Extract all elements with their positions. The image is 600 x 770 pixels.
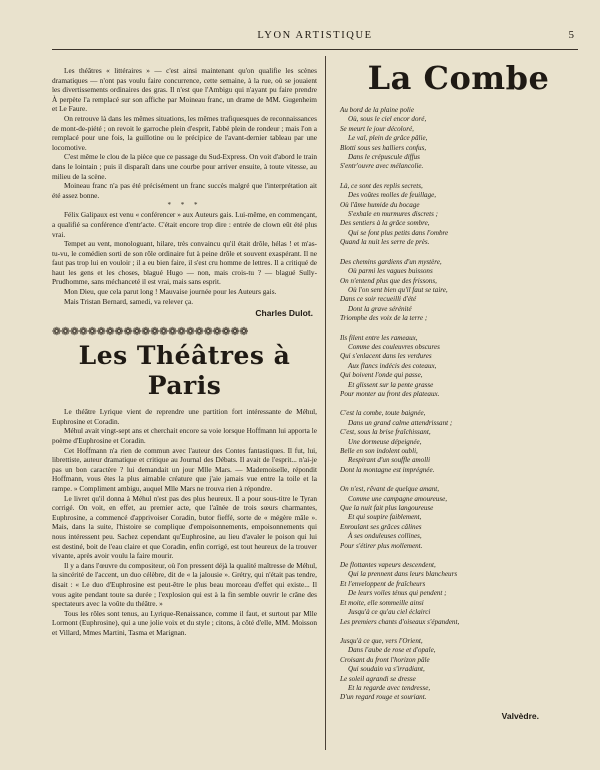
poem-line: Triomphe des voix de la terre ; bbox=[340, 314, 428, 323]
poem-line: De flottantes vapeurs descendent, bbox=[340, 561, 436, 570]
poem-stanza bbox=[336, 258, 581, 324]
poem-line: Dans l'aube de rose et d'opale, bbox=[348, 646, 436, 655]
poem-line: Dans un grand calme attendrissant ; bbox=[348, 418, 453, 427]
article-paragraph: On retrouve là dans les mêmes situations, les mêmes trafiquesques de reconnaissances de mont-de-piété ; on revoit le garroche plein d'esprit, l'abbé plein de rondeur ; mais l'on a remplacé pour une fois, la guillotine ou le précipice de l'avant-dernier tableau par une locomotive. bbox=[52, 113, 317, 152]
poem-stanza bbox=[336, 637, 581, 703]
poem-line: On n'entend plus que des frissons, bbox=[340, 276, 437, 285]
poem-line: Dont la grave sérénité bbox=[348, 304, 412, 313]
right-column bbox=[336, 58, 581, 721]
poem-line: S'entr'ouvre avec mélancolie. bbox=[340, 162, 424, 171]
poem-line: Se meurt le jour décoloré, bbox=[340, 124, 414, 133]
poem-line: Jusqu'à ce que, vers l'Orient, bbox=[340, 636, 423, 645]
poem-line: De leurs voiles ténus qui pendent ; bbox=[348, 589, 447, 598]
poem-line: Qui se font plus petits dans l'ombre bbox=[348, 228, 449, 237]
article-paragraph: Mon Dieu, que cela parut long ! Mauvaise journée pour les Auteurs gais. bbox=[64, 287, 277, 297]
poem-line: Des chemins gardiens d'un mystère, bbox=[340, 257, 442, 266]
poem-line: Et glissent sur la pente grasse bbox=[348, 380, 434, 389]
poem-line: Au bord de la plaine polie bbox=[340, 106, 415, 114]
poem-line: Qui soudain va s'irradiant, bbox=[348, 665, 425, 674]
poem-line: Qui la prennent dans leurs blancheurs bbox=[348, 570, 458, 579]
article-paragraph: C'est même le clou de la pièce que ce passage du Sud-Express. On voit d'abord le train dans le lointain ; puis il disparaît dans une courbe pour arriver ensuite, à toute vitesse, au milieu de la scène. bbox=[52, 152, 317, 181]
poem-line: Quand la nuit les serre de près. bbox=[340, 238, 430, 247]
poem-stanza bbox=[336, 106, 581, 172]
poem-line: Aux flancs indécis des coteaux, bbox=[348, 361, 437, 370]
article-theatres-a-paris bbox=[52, 341, 317, 637]
poem-line: Le val, plein de grâce pâlie, bbox=[348, 134, 428, 143]
poem-line: Où l'âme humide du bocage bbox=[340, 200, 420, 209]
poem-line: Et qui soupire faiblement, bbox=[348, 513, 422, 522]
poet-signature: Valvèdre. bbox=[501, 710, 539, 721]
poem-line: Comme des couleuvres obscures bbox=[348, 342, 440, 351]
poem-stanza bbox=[336, 409, 581, 475]
poem-line: Là, ce sont des replis secrets, bbox=[340, 181, 423, 190]
poem-line: Belle en son indolent oubli, bbox=[340, 447, 418, 455]
poem-line: Respirant d'un souffle amolli bbox=[348, 456, 431, 465]
article-paragraph: Tempet au vent, monologuant, hilare, très convaincu qu'il était drôle, hélas ! et m'as-tu-vu, le comédien sorti de son rôle ordinaire fut à peine drôle et souvent exaspérant. Il ne faut pas trop lui en vouloir ; il a eu bien faire, il s'est cru homme de lettres. Il a critiqué de haut les gens et les choses, blagué Hugo — non, mais crois-tu ? — blagué Sully-Prudhomme, sans méchanceté il est vrai, mais sans esprit. bbox=[52, 239, 317, 287]
poem-stanza bbox=[336, 561, 581, 627]
poem-stanza bbox=[336, 485, 581, 551]
poem-line: Où, sous le ciel encor doré, bbox=[348, 115, 427, 124]
section-separator-stars: * * * bbox=[167, 201, 202, 210]
poem-line: Une dormeuse dépeignée, bbox=[348, 437, 422, 446]
ornamental-border: ❁❁❁❁❁❁❁❁❁❁❁❁❁❁❁❁❁❁❁❁❁❁ bbox=[52, 326, 249, 339]
poem-line: Jusqu'à ce qu'au ciel éclairci bbox=[348, 608, 431, 617]
header-rule bbox=[52, 49, 578, 50]
poem-line: Ils filent entre les rameaux, bbox=[340, 333, 418, 342]
left-column bbox=[52, 66, 317, 638]
poem-stanza bbox=[336, 334, 581, 400]
poem-line: C'est, sous la brise fraîchissant, bbox=[340, 428, 431, 437]
journal-title: LYON ARTISTIQUE bbox=[257, 30, 373, 41]
article-paragraph: Tous les rôles sont tenus, au Lyrique-Renaissance, comme il faut, et surtout par Mlle Lormont (Euphrosine), qui a une jolie voix et du style ; citons, à côté d'elle, MM. Moisson et Villard, Mmes Martini, Tasma et Marignan. bbox=[52, 608, 317, 637]
poem-line: Dans ce soir recueilli d'été bbox=[340, 295, 417, 304]
page-header bbox=[52, 30, 578, 44]
article-theatres-litteraires bbox=[52, 66, 317, 318]
poem-line: Qui boivent l'onde qui passe, bbox=[340, 371, 423, 380]
article-paragraph: Il y a dans l'œuvre du compositeur, où l'on pressent déjà la qualité maîtresse de Méhul, la sincérité de l'accent, un duo célèbre, dit de « la jalousie ». Grétry, qui n'était pas tendre, disait : « Le duo d'Euphrosine est peut-être le plus beau morceau d'effet qui existe... Il vous agite pendant toute sa durée ; l'explosion qui est à la fin semble ouvrir le crâne des spectateurs avec la voûte du théâtre. » bbox=[52, 560, 318, 609]
poem-line: Et la regarde avec tendresse, bbox=[348, 683, 431, 692]
poem-line: Enroulant ses grâces câlines bbox=[340, 522, 422, 531]
article-paragraph: Les théâtres « littéraires » — c'est ainsi maintenant qu'on qualifie les scènes dramatiques — n'ont pas voulu faire concurrence, cette semaine, à la rue, où se jouaient les divertissements ordinaires des gras. Il n'est que l'Ambigu qui n'ayant pu faire prendre À perpète l'a remplacé sur son affiche par Moineau franc, un drame de MM. Gugenheim et Le Faure. bbox=[52, 66, 317, 114]
poem-stanza bbox=[336, 182, 581, 248]
poem-line: Blotti sous ses halliers confus, bbox=[340, 143, 427, 152]
poem-line: Dans le crépuscule diffus bbox=[348, 153, 420, 162]
article-paragraph: Méhul avait vingt-sept ans et cherchait encore sa voie lorsque Hoffmann lui apporta le poème d'Euphrosine et Coradin. bbox=[52, 426, 317, 446]
poem-line: Pour monter au front des plateaux. bbox=[340, 389, 440, 398]
article-paragraph: Le théâtre Lyrique vient de reprendre une partition fort intéressante de Méhul, Euphrosine et Coradin. bbox=[52, 407, 317, 426]
poem-line: Qui s'enlacent dans les verdures bbox=[340, 352, 432, 361]
poem-title: La Combe bbox=[367, 59, 550, 97]
poem-line: Les premiers chants d'oiseaux s'épandent, bbox=[340, 617, 460, 626]
poem-line: Comme une campagne amoureuse, bbox=[348, 494, 448, 503]
poem-line: D'un regard rouge et souriant. bbox=[340, 693, 427, 702]
poem-line: Où parmi les vagues buissons bbox=[348, 267, 433, 276]
column-rule bbox=[325, 56, 326, 750]
article-paragraph: Cet Hoffmann n'a rien de commun avec l'auteur des Contes fantastiques. Il fut, lui, librettiste, auteur dramatique et critique au Journal des Débats. Il avait de l'esprit... n'ai-je pas un bon caractère ? lui demandait un jour Mlle Mars. — Mademoiselle, répondit Hoffmann, vous êtes la plus aimable créature que j'aie jamais vue entre la toile et la rampe. » Compliment ambigu, auquel Mlle Mars ne trouva rien à répondre. bbox=[52, 445, 317, 493]
page-number: 5 bbox=[568, 29, 574, 41]
article-title: Les Théâtres à Paris bbox=[78, 341, 291, 401]
poem-line: C'est la combe, toute baignée, bbox=[340, 409, 426, 418]
poem-line: À ses onduleuses collines, bbox=[348, 532, 422, 541]
author-signature: Charles Dulot. bbox=[255, 308, 313, 319]
poem-line: Que la nuit fait plus langoureuse bbox=[340, 504, 434, 513]
poem-line: S'exhale en murmures discrets ; bbox=[348, 210, 439, 219]
article-paragraph: Moineau franc n'a pas été précisément un franc succès malgré que l'interprétation ait été assez bonne. bbox=[52, 181, 317, 200]
poem-line: Des voûtes molles de feuillage, bbox=[348, 191, 437, 200]
poem bbox=[336, 106, 581, 703]
poem-line: Et l'enveloppent de fraîcheurs bbox=[340, 579, 426, 588]
poem-line: Dont la montagne est imprégnée. bbox=[340, 465, 435, 474]
poem-line: Croisant du front l'horizon pâle bbox=[340, 655, 430, 664]
poem-line: Pour s'étirer plus mollement. bbox=[340, 541, 423, 550]
article-paragraph: Le livret qu'il donna à Méhul n'est pas des plus heureux. Il a pour sous-titre le Tyran corrigé. On voit, en effet, au premier acte, que l'aînée de trois sœurs charmantes, Euphrosine, a commencé d'apprivoiser Coradin, butor fieffé, sorte de « mégère mâle ». Mais, dans la suite, l'histoire se complique d'empoisonnements, empoisonnements qui nous intéressent peu. Sachez cependant qu'Euphrosine, au lieu d'avaler le poison qui lui est destiné, boit de l'eau claire et que Coradin, enfin corrigé, est tout heureux de la trouver vivante, après avoir voulu la faire mourir. bbox=[52, 493, 317, 561]
poem-line: Et moite, elle sommeille ainsi bbox=[340, 598, 424, 607]
article-paragraph: Félix Galipaux est venu « conférencer » aux Auteurs gais. Lui-même, en commençant, a qualifié sa conférence d'entr'acte. C'était encore trop dire : entrée de clown eût été plus vrai. bbox=[52, 210, 317, 239]
poem-line: Des sentiers à la grâce sombre, bbox=[340, 219, 430, 228]
poem-line: On n'est, rêvant de quelque amant, bbox=[340, 485, 440, 494]
poem-line: Où l'on sent bien qu'il faut se taire, bbox=[348, 285, 448, 294]
article-paragraph: Mais Tristan Bernard, samedi, va relever ça. bbox=[64, 296, 194, 306]
poem-line: Le soleil agrandi se dresse bbox=[340, 674, 416, 683]
